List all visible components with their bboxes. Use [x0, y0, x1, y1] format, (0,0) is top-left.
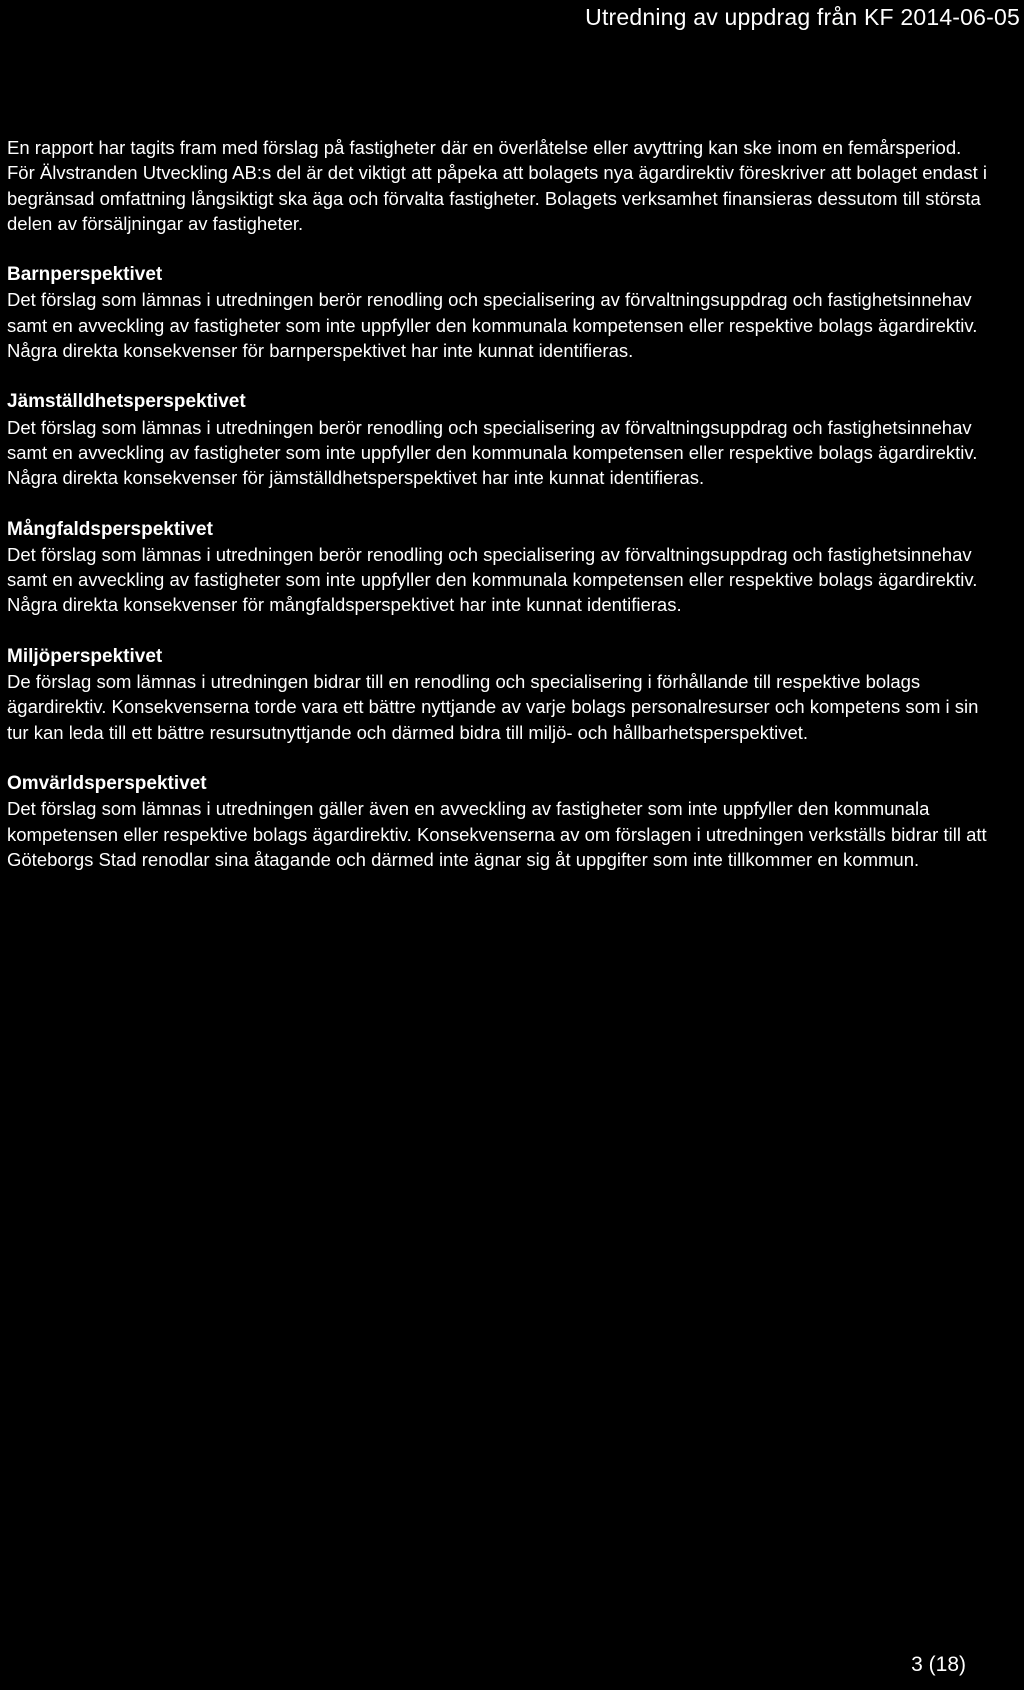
section-heading: Miljöperspektivet [7, 645, 163, 667]
document-body [7, 135, 997, 872]
page-number: 3 (18) [911, 1653, 966, 1676]
section-body: Det förslag som lämnas i utredningen berör renodling och specialisering av förvaltningsuppdrag och fastighetsinnehav samt en avveckling av fastigheter som inte uppfyller den kommunala kompetensen eller respektive bolags ägardirektiv. Några direkta konsekvenser för barnperspektivet har inte kunnat identifieras. [7, 289, 978, 362]
section-heading: Omvärldsperspektivet [7, 772, 207, 794]
intro-paragraph: En rapport har tagits fram med förslag på fastigheter där en överlåtelse eller avyttring kan ske inom en femårsperiod. [7, 137, 962, 158]
section-heading: Mångfaldsperspektivet [7, 518, 213, 540]
intro-block [7, 135, 997, 236]
section-body: Det förslag som lämnas i utredningen gäller även en avveckling av fastigheter som inte uppfyller den kommunala kompetensen eller respektive bolags ägardirektiv. Konsekvenserna av om förslagen i utredningen verkställs bidrar till att Göteborgs Stad renodlar sina åtagande och därmed inte ägnar sig åt uppgifter som inte tillkommer en kommun. [7, 798, 987, 870]
page-header-title: Utredning av uppdrag från KF 2014-06-05 [585, 4, 1020, 30]
section-body: Det förslag som lämnas i utredningen berör renodling och specialisering av förvaltningsuppdrag och fastighetsinnehav samt en avveckling av fastigheter som inte uppfyller den kommunala kompetensen eller respektive bolags ägardirektiv. Några direkta konsekvenser för mångfaldsperspektivet har inte kunnat identifieras. [7, 543, 978, 616]
section-heading: Barnperspektivet [7, 264, 163, 286]
section-heading: Jämställdhetsperspektivet [7, 391, 246, 413]
section-body: Det förslag som lämnas i utredningen berör renodling och specialisering av förvaltningsuppdrag och fastighetsinnehav samt en avveckling av fastigheter som inte uppfyller den kommunala kompetensen eller respektive bolags ägardirektiv. Några direkta konsekvenser för jämställdhetsperspektivet har inte kunnat identifieras. [7, 416, 978, 489]
section-barnperspektivet [7, 262, 997, 363]
intro-paragraph: För Älvstranden Utveckling AB:s del är det viktigt att påpeka att bolagets nya ägardirektiv föreskriver att bolaget endast i begränsad omfattning långsiktigt ska äga och förvalta fastigheter. Bolagets verksamhet finansieras dessutom till största delen av försäljningar av fastigheter. [7, 162, 987, 234]
section-body: De förslag som lämnas i utredningen bidrar till en renodling och specialisering i förhållande till respektive bolags ägardirektiv. Konsekvenserna torde vara ett bättre nyttjande av varje bolags personalresurser och kompetens som i sin tur kan leda till ett bättre resursutnyttjande och därmed bidra till miljö- och hållbarhetsperspektivet. [7, 671, 979, 743]
section-mangfaldsperspektivet [7, 517, 997, 618]
section-omvarldsperspektivet [7, 771, 997, 872]
section-jamstalldhetsperspektivet [7, 389, 997, 490]
section-miljoperspektivet [7, 644, 997, 745]
